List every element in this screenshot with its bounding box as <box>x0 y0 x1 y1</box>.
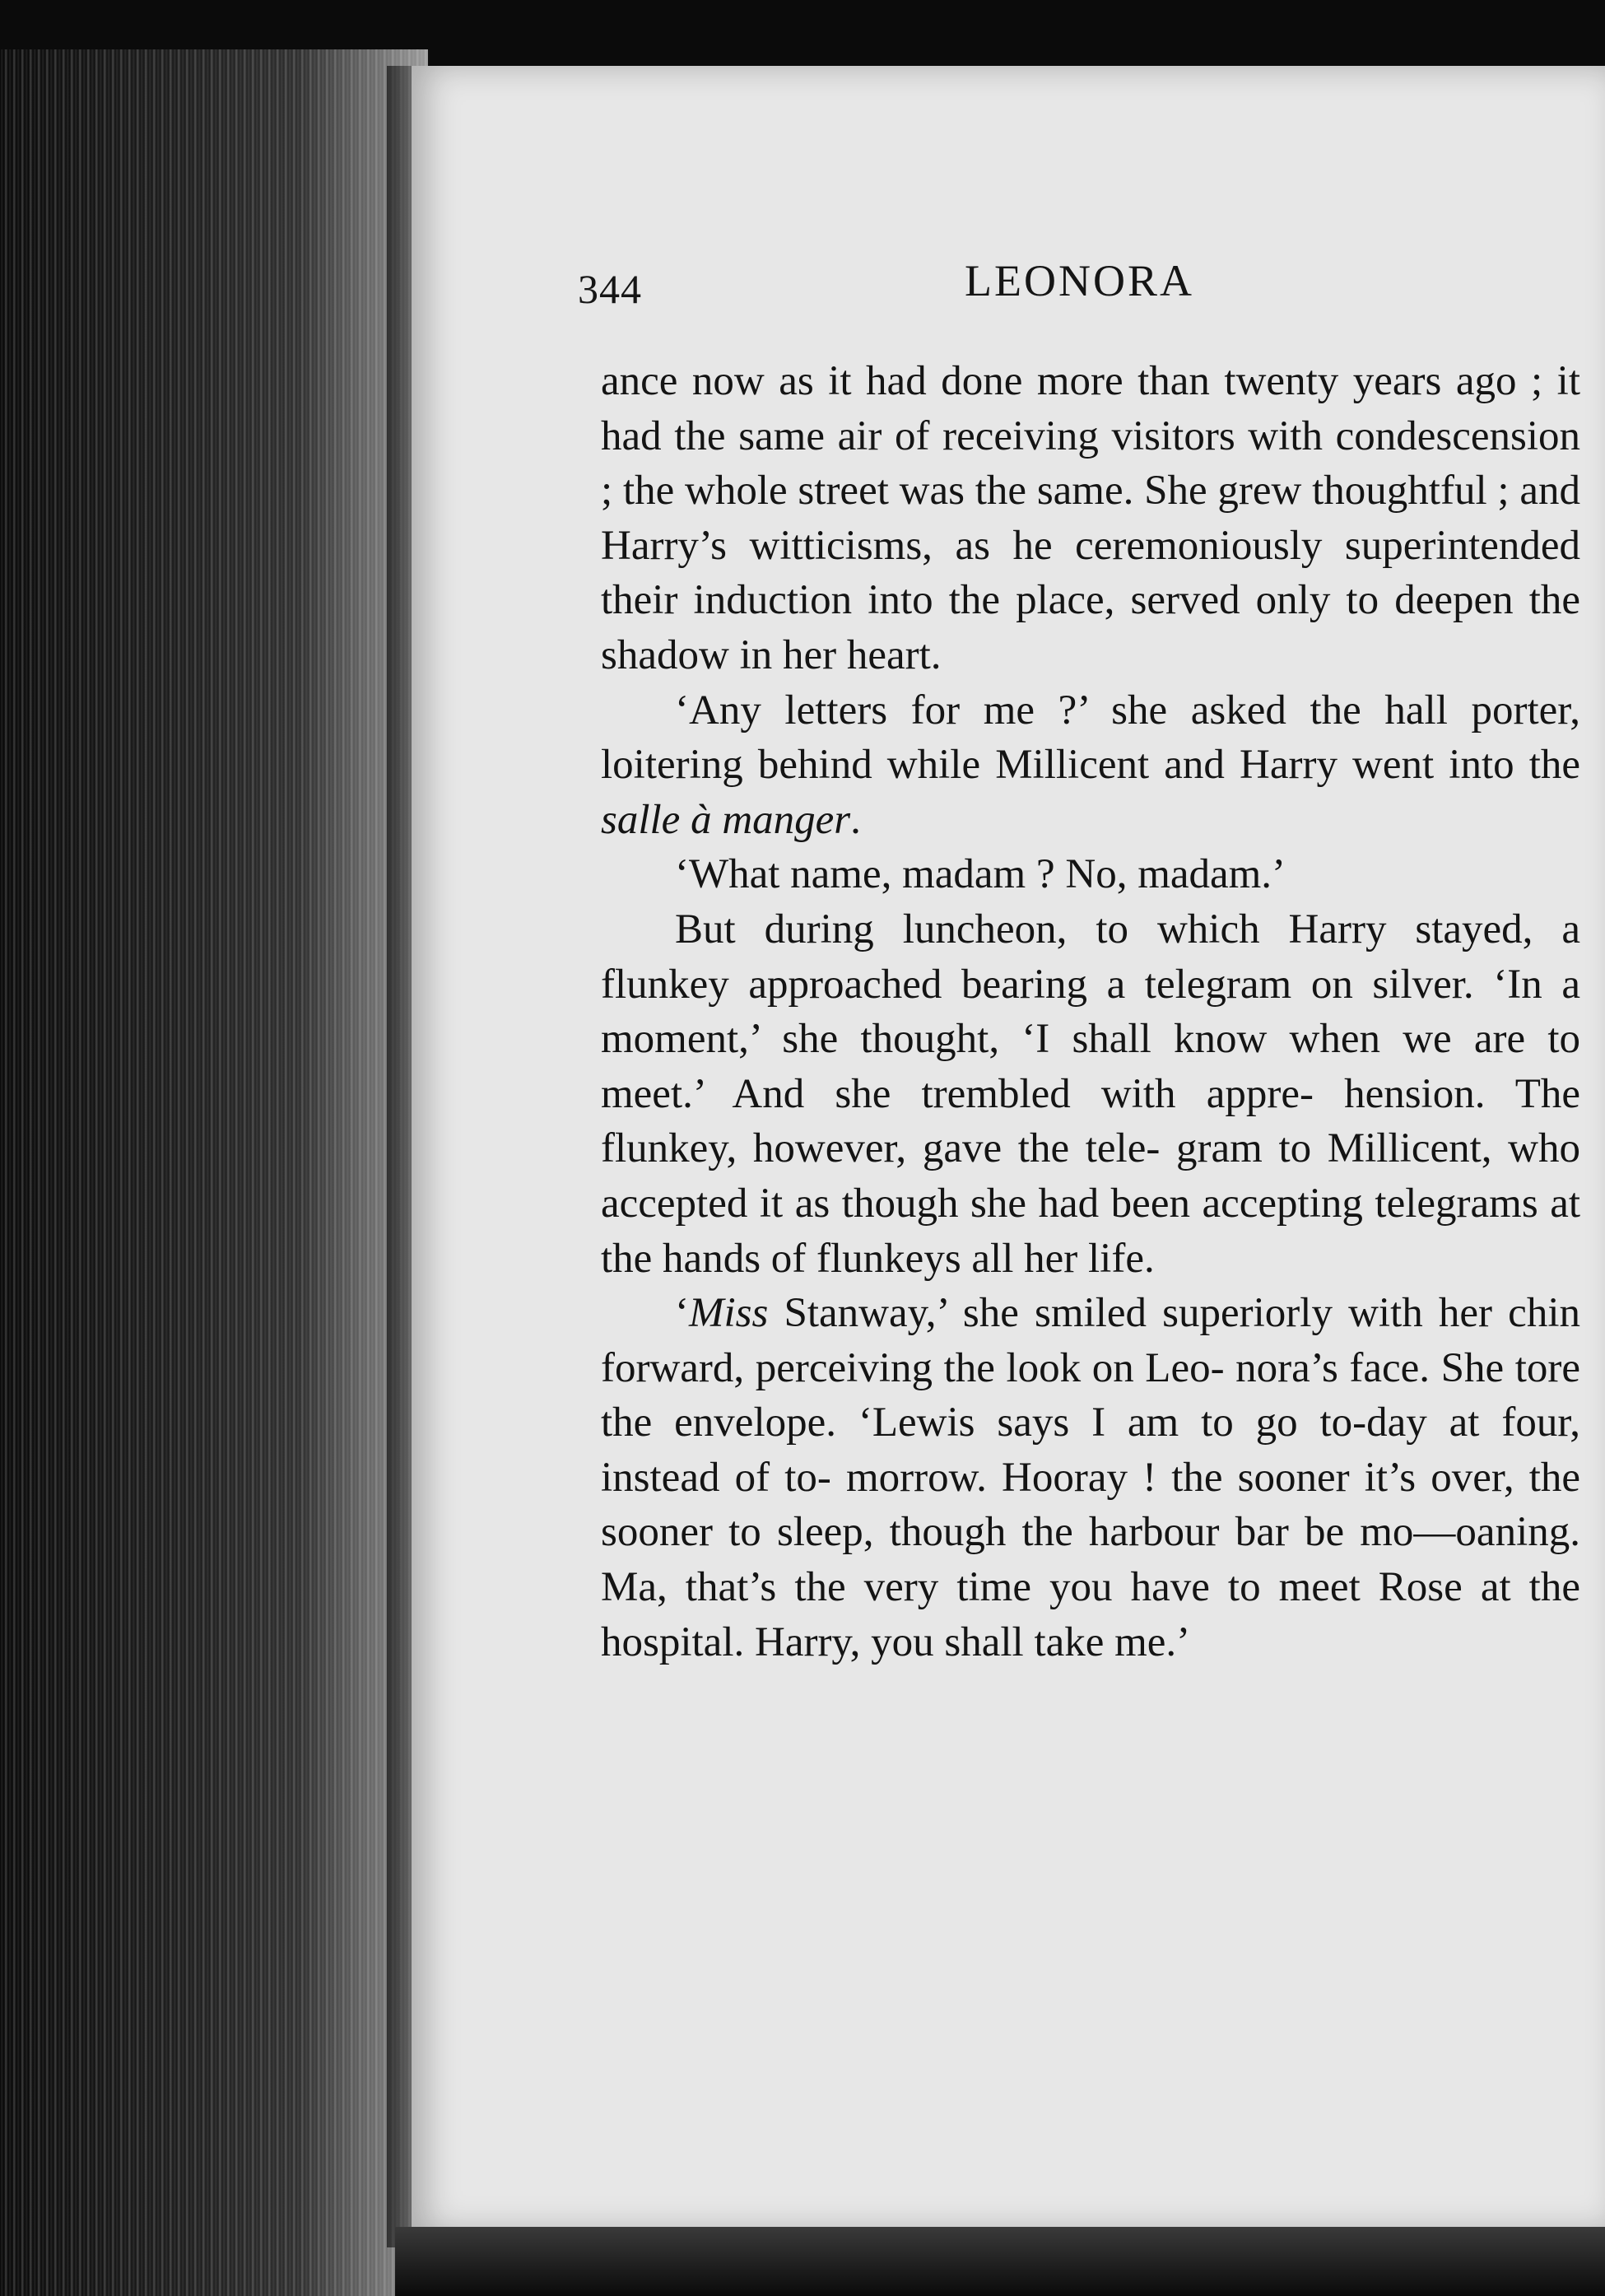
text-line: morrow. Hooray ! the sooner it’s over, the <box>846 1454 1580 1501</box>
text-line: ‘Any letters for me ?’ she asked the hall <box>675 687 1448 734</box>
text-line: their induction into the place, served only to <box>601 577 1379 624</box>
text-line: deepen the shadow in her heart. <box>601 577 1581 678</box>
text-line: a flunkey approached bearing a telegram on silver. <box>601 906 1580 1008</box>
text-line: sooner to sleep, though the harbour bar be <box>601 1509 1345 1556</box>
text-line: had been accepting telegrams at the hands of <box>601 1180 1581 1282</box>
text-line: to meet Rose at the hospital. Harry, you shall <box>601 1564 1580 1665</box>
text-line: porter, loitering behind while Millicent and <box>601 687 1580 789</box>
paragraph-3 <box>601 847 1580 902</box>
italic-text: salle à manger <box>601 796 851 843</box>
text-line: . <box>850 796 861 843</box>
text-line: nora’s face. She tore the envelope. ‘Lewis <box>601 1344 1580 1446</box>
running-head-title: LEONORA <box>965 256 1194 305</box>
paragraph-4 <box>601 902 1580 1286</box>
text-line: But during luncheon, to which Harry stayed, <box>675 906 1533 952</box>
text-line: take me.’ <box>1034 1618 1191 1665</box>
text-line: flunkeys all her life. <box>816 1235 1155 1282</box>
text-line: same. She grew thoughtful ; and Harry’s <box>601 468 1580 569</box>
italic-text: Miss <box>688 1290 769 1337</box>
page-number: 344 <box>578 266 642 312</box>
text-line: her chin forward, perceiving the look on Leo- <box>601 1290 1580 1391</box>
text-line: witticisms, as he ceremoniously superintended <box>749 522 1581 569</box>
text-line: ance now as it had done more than twenty years <box>601 358 1442 404</box>
text-line: ‘ <box>675 1290 689 1337</box>
text-line: Harry went into the <box>1240 742 1581 789</box>
body-text <box>601 354 1580 1670</box>
bottom-page-edge <box>395 2227 1605 2296</box>
text-line: with condescension ; the whole street was the <box>601 412 1580 515</box>
paragraph-1 <box>601 354 1580 683</box>
text-line: ‘In a moment,’ she thought, ‘I shall know when <box>601 961 1580 1063</box>
text-line: ago ; it had the same air of receiving visitors <box>601 358 1580 459</box>
paragraph-2 <box>601 683 1580 848</box>
page-header <box>578 255 1574 321</box>
text-line: Stanway,’ she smiled superiorly with <box>768 1290 1423 1337</box>
text-line: we are to meet.’ And she trembled with appre- <box>601 1016 1580 1117</box>
book-page-edges <box>0 49 428 2296</box>
paragraph-5 <box>601 1286 1580 1670</box>
text-line: says I am to go to-day at four, instead of to- <box>601 1399 1581 1501</box>
text-line: hension. The flunkey, however, gave the tele- <box>601 1070 1580 1172</box>
text-line: mo—oaning. Ma, that’s the very time you have <box>601 1509 1580 1611</box>
text-line: gram to Millicent, who accepted it as though she <box>601 1125 1581 1227</box>
text-line: ‘What name, madam ? No, madam.’ <box>675 851 1286 898</box>
